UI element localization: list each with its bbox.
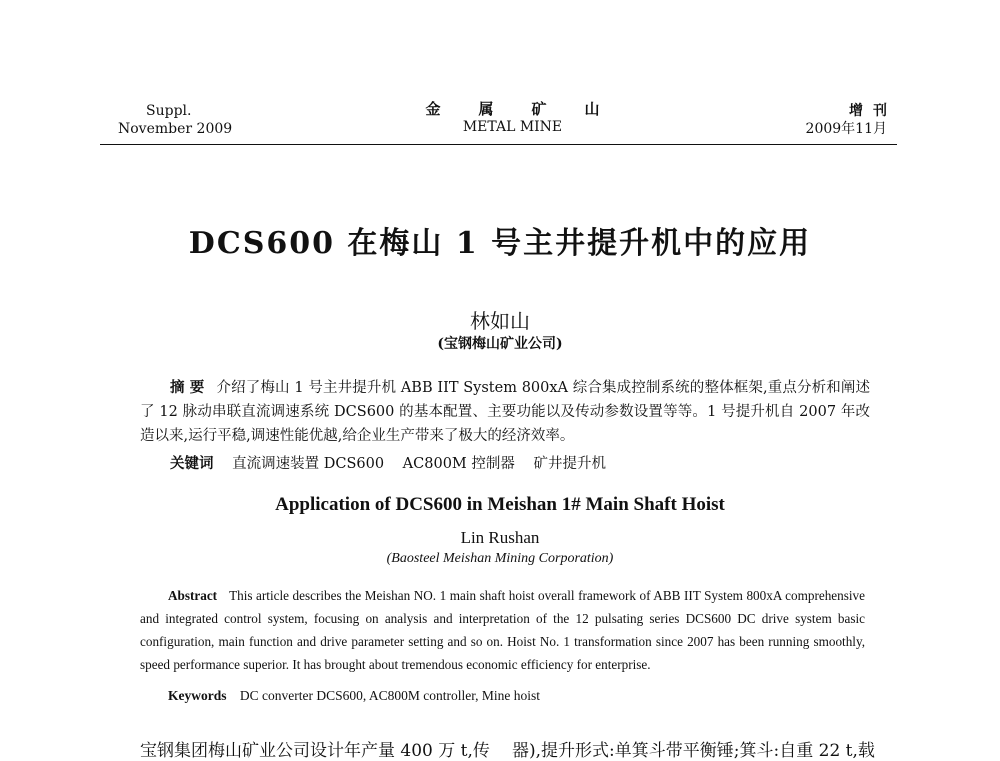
cn-keywords-label: 关键词 — [170, 455, 214, 472]
journal-name-en: METAL MINE — [462, 119, 563, 135]
cn-keyword-3: 矿井提升机 — [533, 456, 606, 472]
header-left — [118, 102, 232, 138]
en-abstract-label: Abstract — [168, 588, 218, 603]
header-right — [805, 102, 897, 138]
paper-title: DCS600 在梅山 1 号主井提升机中的应用 — [188, 226, 812, 261]
header-date-cn: 2009年11月 — [805, 121, 887, 137]
en-abstract — [140, 584, 865, 676]
cn-abstract-label: 摘 要 — [170, 379, 205, 396]
en-abstract-text: This article describes the Meishan NO. 1 main shaft hoist overall framework of ABB IIT System 800xA comprehensive and integrated control system, focusing on analysis and interpretation of the 12 pulsating series DCS600 DC drive system basic configuration, main function and drive parameter setting and so on. Hoist No. 1 transformation since 2007 has been running smoothly, speed performance superior. It has brought about tremendous economic efficiency for enterprise. — [140, 588, 865, 672]
en-keywords-text: DC converter DCS600, AC800M controller, Mine hoist — [239, 688, 541, 703]
en-title: Application of DCS600 in Meishan 1# Main Shaft Hoist — [275, 494, 725, 515]
header-suppl: Suppl. — [146, 103, 192, 119]
journal-name-cn: 金属矿山 — [425, 100, 638, 118]
en-keywords — [168, 688, 540, 704]
body-text-right-column: 器),提升形式:单箕斗带平衡锤;箕斗:自重 22 t,载 — [512, 741, 875, 761]
cn-keywords — [170, 452, 620, 473]
header-date-en: November 2009 — [118, 121, 233, 137]
body-text-left-column: 宝钢集团梅山矿业公司设计年产量 400 万 t,传 — [140, 741, 490, 761]
author-name: 林如山 — [470, 309, 530, 333]
cn-abstract-text: 介绍了梅山 1 号主井提升机 ABB IIT System 800xA 综合集成控制系统的整体框架,重点分析和阐述了 12 脉动串联直流调速系统 DCS600 的基本配置、主要功能以及传动参数设置等等。1 号提升机自 2007 年改造以来,运行平稳,调速性能优越,给企业生产带来了极大的经济效率。 — [140, 380, 870, 444]
header-center — [380, 100, 645, 136]
author-affiliation: (宝钢梅山矿业公司) — [437, 336, 563, 352]
header-supplement-cn: 增刊 — [849, 103, 897, 119]
cn-keyword-2: AC800M 控制器 — [402, 456, 515, 472]
en-keywords-label: Keywords — [168, 688, 227, 703]
en-author: Lin Rushan — [460, 528, 540, 547]
en-affiliation: (Baosteel Meishan Mining Corporation) — [386, 551, 614, 566]
cn-abstract — [140, 376, 870, 448]
cn-keyword-1: 直流调速装置 DCS600 — [232, 456, 385, 472]
header-rule — [100, 144, 897, 145]
